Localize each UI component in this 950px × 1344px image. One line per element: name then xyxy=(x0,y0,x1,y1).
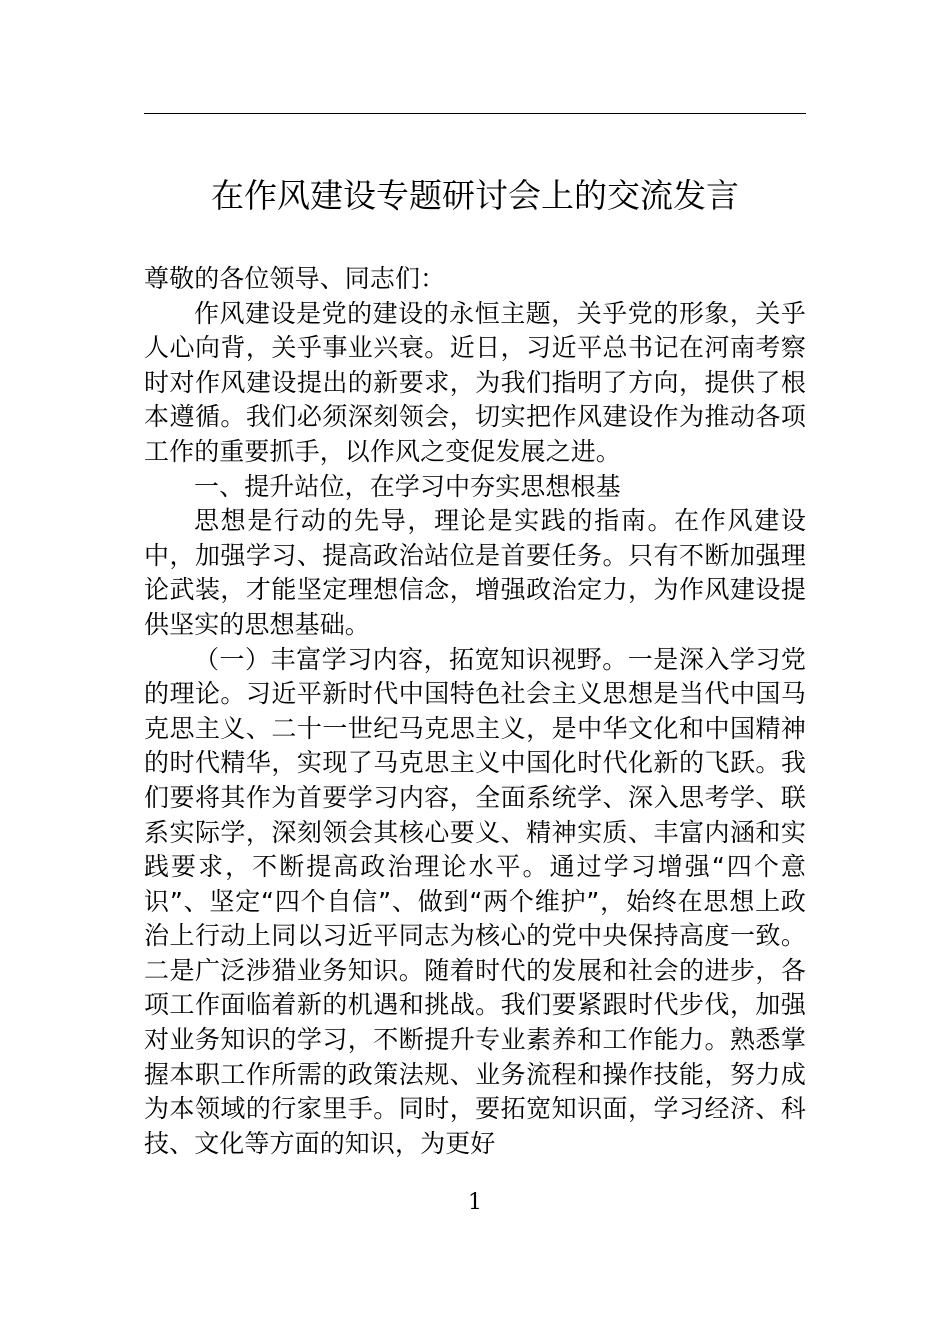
page-number: 1 xyxy=(468,1190,482,1215)
paragraph-intro: 作风建设是党的建设的永恒主题，关乎党的形象，关乎人心向背，关乎事业兴衰。近日，习近平总书记在河南考察时对作风建设提出的新要求，为我们指明了方向，提供了根本遵循。我们必须深刻领会，切实把作风建设作为推动各项工作的重要抓手，以作风之变促发展之进。 xyxy=(144,298,806,466)
document-title: 在作风建设专题研讨会上的交流发言 xyxy=(211,176,739,215)
paragraph-section-1: 思想是行动的先导，理论是实践的指南。在作风建设中，加强学习、提高政治站位是首要任务。只有不断加强理论武装，才能坚定理想信念，增强政治定力，为作风建设提供坚实的思想基础。 xyxy=(144,506,806,639)
salutation: 尊敬的各位领导、同志们： xyxy=(144,264,446,293)
section-heading-1: 一、提升站位，在学习中夯实思想根基 xyxy=(194,471,621,501)
header-rule xyxy=(144,113,806,114)
paragraph-subsection-1: （一）丰富学习内容，拓宽知识视野。一是深入学习党的理论。习近平新时代中国特色社会主义思想是当代中国马克思主义、二十一世纪马克思主义，是中华文化和中国精神的时代精华，实现了马克思主义中国化时代化新的飞跃。我们要将其作为首要学习内容，全面系统学、深入思考学、联系实际学，深刻领会其核心要义、精神实质、丰富内涵和实践要求，不断提高政治理论水平。通过学习增强“四个意识”、坚定“四个自信”、做到“两个维护”，始终在思想上政治上行动上同以习近平同志为核心的党中央保持高度一致。二是广泛涉猎业务知识。随着时代的发展和社会的进步，各项工作面临着新的机遇和挑战。我们要紧跟时代步伐，加强对业务知识的学习，不断提升专业素养和工作能力。熟悉掌握本职工作所需的政策法规、业务流程和操作技能，努力成为本领域的行家里手。同时，要拓宽知识面，学习经济、科技、文化等方面的知识，为更好 xyxy=(144,644,806,1158)
document-body xyxy=(144,262,806,1161)
